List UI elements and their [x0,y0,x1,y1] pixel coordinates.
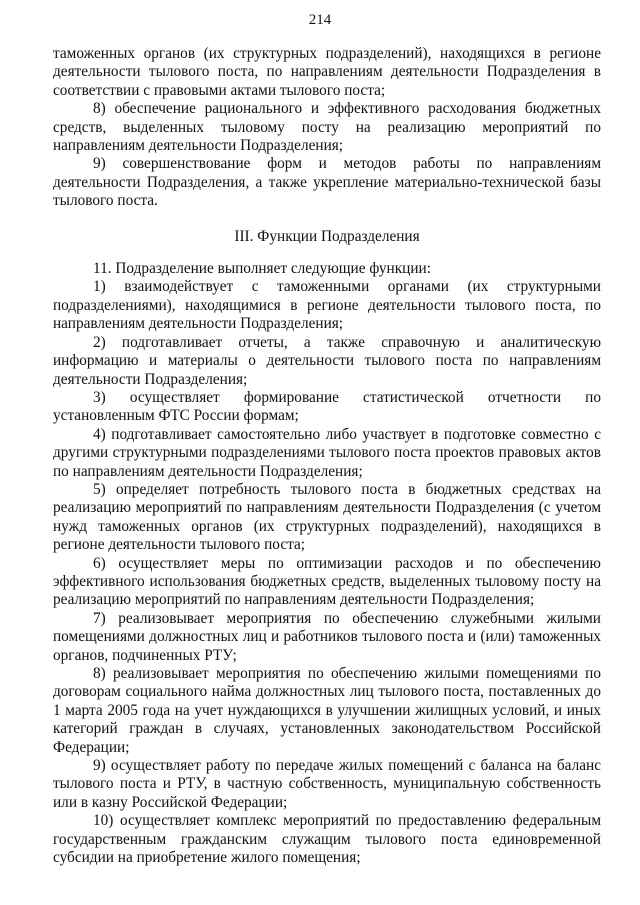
function-item-10: 10) осуществляет комплекс мероприятий по предоставлению федеральным государственным гражданским служащим тылового поста единовременной субсидии на приобретение жилого помещения; [53,812,601,867]
function-item-9: 9) осуществляет работу по передаче жилых помещений с баланса на баланс тылового поста и РТУ, в частную собственность, муниципальную собственность или в казну Российской Федерации; [53,757,601,811]
section-heading: III. Функции Подразделения [234,227,420,245]
page-number: 214 [308,12,332,28]
paragraph-item-9: 9) совершенствование форм и методов работы по направлениям деятельности Подразделения, а также укрепление материально-технической базы тылового поста. [53,155,601,210]
function-item-5: 5) определяет потребность тылового поста в бюджетных средствах на реализацию мероприятий по направлениям деятельности Подразделения (с учетом нужд таможенных органов (их структурных подразделений), находящихся в регионе деятельности тылового поста; [53,480,601,554]
function-item-3: 3) осуществляет формирование статистической отчетности по установленным ФТС России формам; [53,388,601,425]
function-item-8: 8) реализовывает мероприятия по обеспечению жилыми помещениями по договорам социального найма должностных лиц тылового поста, поставленных до 1 марта 2005 года на учет нуждающихся в улучшении жилищных условий, и иных категорий граждан в случаях, установленных законодательством Российской Федерации; [53,665,601,756]
function-item-7: 7) реализовывает мероприятия по обеспечению служебными жилыми помещениями должностных лиц и работников тылового поста и (или) таможенных органов, подчиненных РТУ; [53,609,601,664]
document-body [53,45,601,867]
paragraph-clause-11: 11. Подразделение выполняет следующие функции: [93,260,431,278]
function-item-4: 4) подготавливает самостоятельно либо участвует в подготовке совместно с другими структурными подразделениями тылового поста проектов правовых актов по направлениям деятельности Подразделения; [53,425,601,480]
paragraph-item-8: 8) обеспечение рационального и эффективного расходования бюджетных средств, выделенных тыловому посту на реализацию мероприятий по направлениям деятельности Подразделения; [53,100,601,155]
function-item-1: 1) взаимодействует с таможенными органами (их структурными подразделениями), находящимися в регионе деятельности тылового поста, по направлениям деятельности Подразделения; [53,278,601,333]
function-item-6: 6) осуществляет меры по оптимизации расходов и по обеспечению эффективного использования бюджетных средств, выделенных тыловому посту на реализацию мероприятий по направлениям деятельности Подразделения; [53,554,601,609]
paragraph-continuation: таможенных органов (их структурных подразделений), находящихся в регионе деятельности тылового поста, по направлениям деятельности Подразделения в соответствии с правовыми актами тылового поста; [53,45,601,99]
function-item-2: 2) подготавливает отчеты, а также справочную и аналитическую информацию и материалы о деятельности тылового поста по направлениям деятельности Подразделения; [53,333,601,388]
